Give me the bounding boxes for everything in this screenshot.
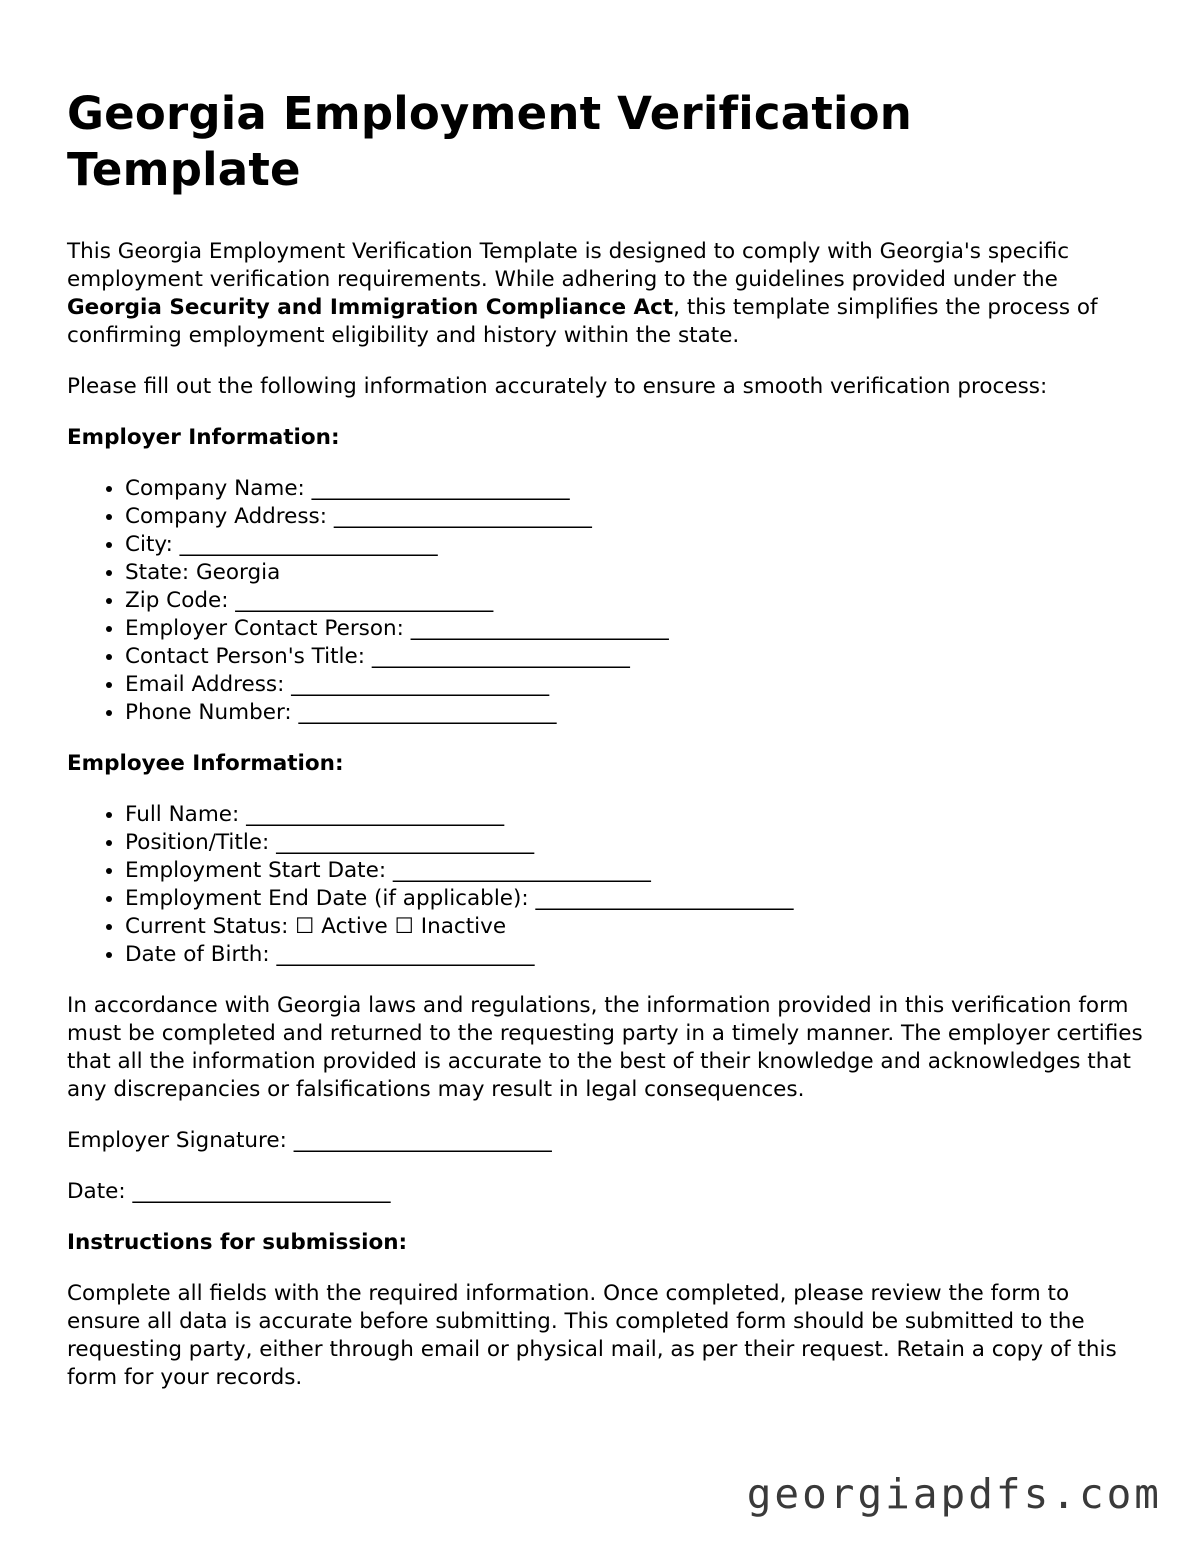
employee-section-heading: Employee Information: [67,751,344,776]
employee-field-current-status: • Current Status: ☐ Active ☐ Inactive [125,913,1147,941]
employer-section-heading: Employer Information: [67,425,340,450]
employer-field-company-address: • Company Address: ________________________ [125,503,1147,531]
employer-field-contact-title: • Contact Person's Title: ________________________ [125,643,1147,671]
site-watermark: georgiapdfs.com [746,1470,1162,1518]
employer-signature-line: Employer Signature: ________________________ [67,1128,552,1153]
certification-paragraph: In accordance with Georgia laws and regulations, the information provided in this verification form must be completed and returned to the requesting party in a timely manner. The employer certifies that all the information provided is accurate to the best of their knowledge and acknowledges that any discrepancies or falsifications may result in legal consequences. [67,993,1143,1102]
employer-field-phone: • Phone Number: ________________________ [125,699,1147,727]
employee-field-position: • Position/Title: ________________________ [125,829,1147,857]
page-title: Georgia Employment Verification Template [67,87,913,196]
employee-field-full-name: • Full Name: ________________________ [125,801,1147,829]
employer-field-zip-code: • Zip Code: ________________________ [125,587,1147,615]
intro-paragraph [67,238,1147,350]
submission-paragraph: Complete all fields with the required information. Once completed, please review the form to ensure all data is accurate before submitting. This completed form should be submitted to the requesting party, either through email or physical mail, as per their request. Retain a copy of this form for your records. [67,1281,1117,1390]
intro-text-start: This Georgia Employment Verification Template is designed to comply with Georgia's specific employment verification requirements. While adhering to the guidelines provided under the [67,239,1070,292]
employee-field-date-of-birth: • Date of Birth: ________________________ [125,941,1147,969]
intro-text-end: , this template simplifies the process of confirming employment eligibility and history within the state. [67,295,1098,348]
employer-field-contact-person: • Employer Contact Person: ________________________ [125,615,1147,643]
employer-field-city: • City: ________________________ [125,531,1147,559]
instruction-paragraph: Please fill out the following information accurately to ensure a smooth verification process: [67,374,1048,399]
employee-field-end-date: • Employment End Date (if applicable): ________________________ [125,885,1147,913]
date-line: Date: ________________________ [67,1179,391,1204]
employer-fields-list [67,475,1147,727]
act-name: Georgia Security and Immigration Compliance Act [67,295,674,320]
employee-field-start-date: • Employment Start Date: ________________________ [125,857,1147,885]
employer-field-email: • Email Address: ________________________ [125,671,1147,699]
employer-field-company-name: • Company Name: ________________________ [125,475,1147,503]
document-page [67,86,1147,1415]
employer-field-state: • State: Georgia [125,559,1147,587]
employee-fields-list [67,801,1147,969]
submission-section-heading: Instructions for submission: [67,1230,408,1255]
